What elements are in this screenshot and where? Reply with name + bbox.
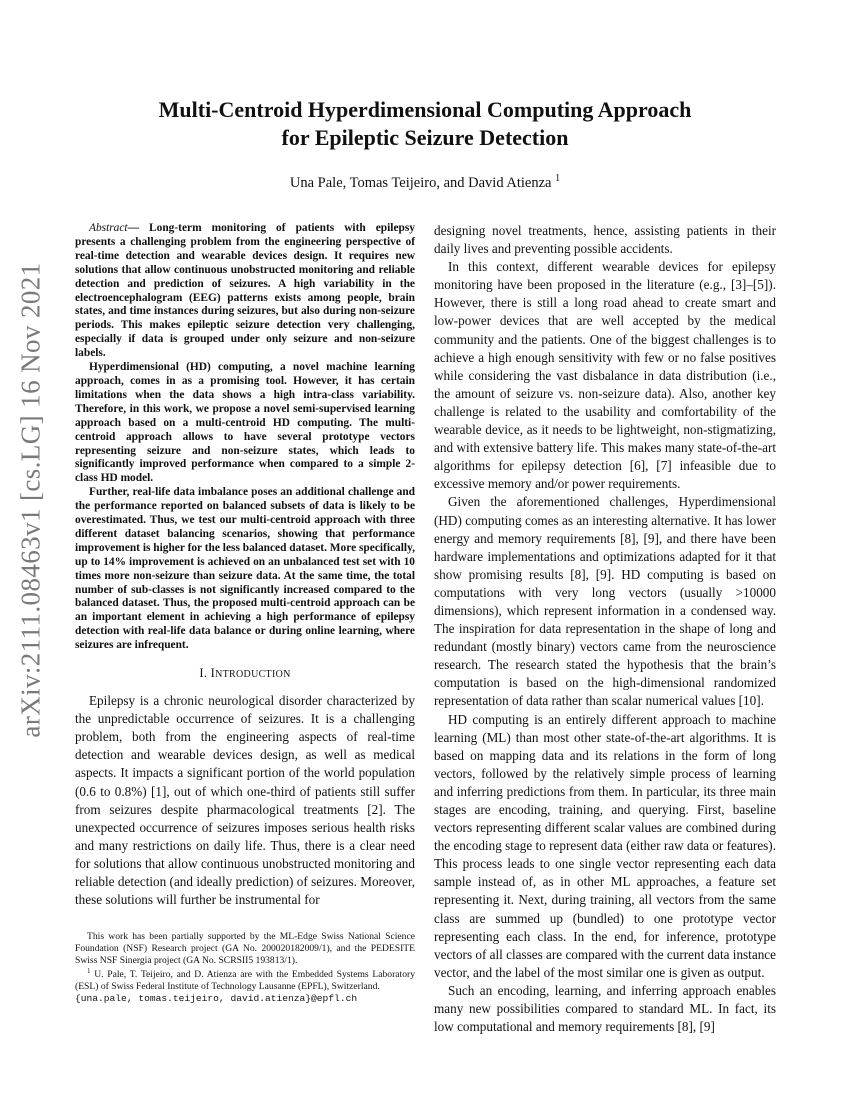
abstract-dash: — — [127, 222, 150, 234]
affiliation-text: U. Pale, T. Teijeiro, and D. Atienza are with the Embedded Systems Laboratory (ESL) of Swiss Federal Institute of Technology Lausanne (EPFL), Switzerland. — [75, 969, 415, 993]
left-column — [75, 222, 415, 909]
right-paragraph-wearables: In this context, different wearable devices for epilepsy monitoring have been proposed in the literature (e.g., [3]–[5]). However, there is still a long road ahead to create smart and low-power devices that are well accepted by the medical community and the patients. One of the biggest challenges is to achieve a high enough sensitivity with few or no false positives while considering the vast disbalance in data distribution (i.e., the amount of seizure vs. non-seizure data). Also, another key challenge is related to the usability and comfortability of the wearable device, as it needs to be lightweight, non-stigmatizing, and with extensive battery life. This makes many state-of-the-art algorithms for epilepsy detection [6], [7] infeasible due to excessive memory and/or power requirements. — [434, 259, 776, 492]
abstract-paragraph-1 — [75, 222, 415, 361]
paper-title — [100, 96, 750, 152]
author-list — [100, 173, 750, 192]
right-paragraph-hd-approach: HD computing is an entirely different approach to machine learning (ML) than most other state-of-the-art algorithms. It is based on mapping data and its relations in the form of long vectors, followed by the relatively simple process of learning and inferring predictions from them. In particular, its three main stages are encoding, training, and querying. First, baseline vectors representing different scalar values are combined during the encoding stage to represent data (either raw data or features). This process leads to one single vector representing each data sample instead of, as in other ML approaches, a feature set representing it. Next, during training, all vectors from the same class are summed up (bundled) to one prototype vector representing each class. In the end, for inference, prototype vectors of all classes are compared with the current data instance vector, and the label of the most similar one is given as output. — [434, 711, 776, 980]
intro-paragraph-1: Epilepsy is a chronic neurological disorder characterized by the unpredictable occurrence of seizures. It is a challenging problem, both from the engineering aspects of real-time detection and wearable devices design, as well as medical aspects. It impacts a significant portion of the world population (0.6 to 0.8%) [1], out of which one-third of patients still suffer from seizures despite pharmacological treatments [2]. The unexpected occurrence of seizures imposes serious health risks and many restrictions on daily life. Thus, there is a clear need for solutions that allow continuous unobstructed monitoring and reliable detection (and ideally prediction) of seizures. Moreover, these solutions will further be instrumental for — [75, 693, 415, 908]
abstract — [75, 222, 415, 653]
footnotes — [75, 931, 415, 1005]
author-names: Una Pale, Tomas Teijeiro, and David Atienza — [289, 174, 552, 191]
right-paragraph-continued: designing novel treatments, hence, assisting patients in their daily lives and preventing possible accidents. — [434, 223, 776, 257]
section-number: I. — [199, 666, 208, 681]
affiliation-footnote — [75, 966, 415, 993]
section-title-rest: NTRODUCTION — [215, 669, 291, 681]
section-title-initial: I — [210, 666, 216, 681]
abstract-p1-text: Long-term monitoring of patients with epilepsy presents a challenging problem from the engineering perspective of real-time detection and wearable devices design. It requires new solutions that allow continuous unobstructed monitoring and reliable detection and prediction of seizures. A high variability in the electroencephalogram (EEG) patterns exists among people, brain states, and time instances during seizures, but also during non-seizure periods. This makes epileptic seizure detection very challenging, especially if data is grouped under only seizure and non-seizure labels. — [75, 222, 415, 360]
right-paragraph-possibilities: Such an encoding, learning, and inferring approach enables many new possibilities compared to standard ML. In fact, its low computational and memory requirements [8], [9] — [434, 982, 776, 1035]
arxiv-id-text: arXiv:2111.08463v1 [cs.LG] 16 Nov 2021 — [15, 262, 46, 738]
title-line-1: Multi-Centroid Hyperdimensional Computing Approach — [158, 97, 692, 122]
section-heading-introduction — [75, 666, 415, 681]
abstract-paragraph-3: Further, real-life data imbalance poses an additional challenge and the performance reported on balanced subsets of data is likely to be overestimated. Thus, we test our multi-centroid approach with three different dataset balancing scenarios, showing that performance improvement is higher for the less balanced dataset. More specifically, up to 14% improvement is achieved on an unbalanced test set with 10 times more non-seizure than seizure data. At the same time, the total number of sub-classes is not significantly increased compared to the balanced dataset. Thus, the proposed multi-centroid approach can be an important element in achieving a high performance of epilepsy detection with real-life data balance or during online learning, where seizures are infrequent. — [75, 486, 415, 652]
right-paragraph-hd-alternative: Given the aforementioned challenges, Hyperdimensional (HD) computing comes as an interesting alternative. It has lower energy and memory requirements [8], [9], and there have been hardware implementations and optimizations adapted for it that show promising results [8], [9]. HD computing is based on computations with very long vectors (usually >10000 dimensions), which represent information in a condensed way. The inspiration for data representation in the shape of long and redundant (mostly binary) vectors came from the neuroscience research. The research stated the hypothesis that the brain’s computation is based on the high-dimensional randomized representation of data rather than scalar numerical values [10]. — [434, 494, 776, 709]
funding-footnote: This work has been partially supported by the ML-Edge Swiss National Science Foundation (NSF) Research project (GA No. 200020182009/1), and the PEDESITE Swiss NSF Sinergia project (GA No. SCRSII5 193813/1). — [75, 931, 415, 966]
introduction-body-left — [75, 692, 415, 909]
arxiv-identifier-stamp — [6, 262, 56, 738]
abstract-paragraph-2: Hyperdimensional (HD) computing, a novel machine learning approach, comes in as a promising tool. However, it has certain limitations when the data shows a high intra-class variability. Therefore, in this work, we propose a novel semi-supervised learning approach based on a multi-centroid HD computing. The multi-centroid approach allows to have several prototype vectors representing seizure and non-seizure states, which leads to significantly improved performance when compared to a simple 2-class HD model. — [75, 361, 415, 485]
title-line-2: for Epileptic Seizure Detection — [281, 125, 569, 150]
affiliation-footnote-mark: 1 — [87, 967, 91, 976]
right-column — [434, 222, 776, 1036]
author-emails: {una.pale, tomas.teijeiro, david.atienza}@epfl.ch — [75, 993, 358, 1005]
author-footnote-mark: 1 — [555, 173, 561, 184]
abstract-label: Abstract — [89, 222, 128, 234]
